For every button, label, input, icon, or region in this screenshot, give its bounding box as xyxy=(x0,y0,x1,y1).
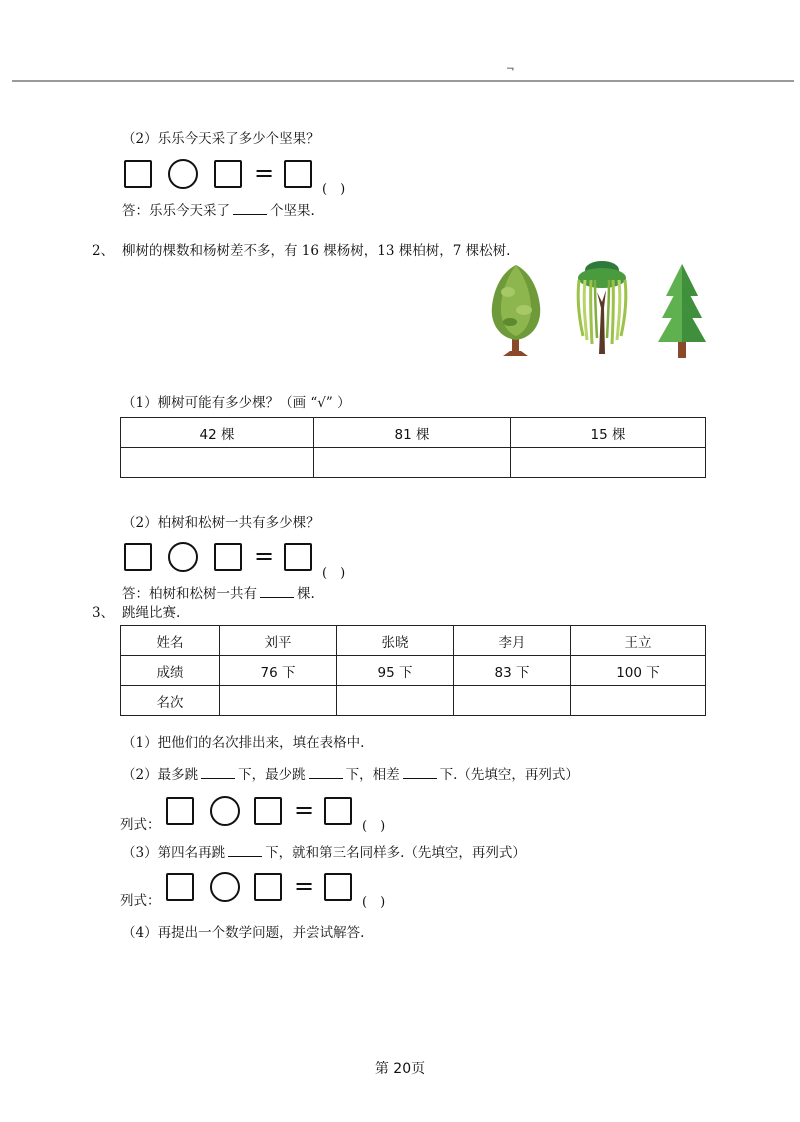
header-rule xyxy=(12,80,794,82)
row-label: 姓名 xyxy=(121,626,220,656)
equals-sign: = xyxy=(294,796,315,824)
formula-result-box[interactable] xyxy=(284,543,312,571)
answer-blank[interactable] xyxy=(233,202,267,215)
q1-answer xyxy=(122,202,315,220)
jump-rope-table xyxy=(120,625,706,716)
rank-cell[interactable] xyxy=(337,686,454,716)
row-label: 名次 xyxy=(121,686,220,716)
formula-box-2[interactable] xyxy=(254,873,282,901)
q3-number: 3、 xyxy=(92,605,115,621)
rank-cell[interactable] xyxy=(220,686,337,716)
formula-box-1[interactable] xyxy=(124,543,152,571)
sub2-part2: 下，最少跳 xyxy=(238,767,306,783)
q3-sub2 xyxy=(122,766,579,784)
formula-operator-circle[interactable] xyxy=(210,872,240,902)
check-cell[interactable] xyxy=(314,448,511,478)
equals-sign: = xyxy=(254,159,275,187)
check-cell[interactable] xyxy=(511,448,706,478)
sub2-part1: （2）最多跳 xyxy=(122,767,199,783)
option-cell: 42 棵 xyxy=(121,418,314,448)
willow-tree-icon xyxy=(573,258,631,356)
formula-label: 列式： xyxy=(120,893,161,909)
sub3-part2: 下，就和第三名同样多.（先填空，再列式） xyxy=(265,845,526,861)
header-mark: ¬ xyxy=(506,64,515,75)
formula-box-1[interactable] xyxy=(166,873,194,901)
unit-paren[interactable]: ( ) xyxy=(322,182,346,197)
score-cell: 95 下 xyxy=(337,656,454,686)
q2-answer xyxy=(122,585,315,603)
row-label: 成绩 xyxy=(121,656,220,686)
formula-box-2[interactable] xyxy=(254,797,282,825)
q2-sub1-title: （1）柳树可能有多少棵？（画 “√” ） xyxy=(122,395,351,411)
q2-number: 2、 xyxy=(92,243,115,259)
min-blank[interactable] xyxy=(309,766,343,779)
poplar-tree-icon xyxy=(488,262,544,360)
equals-sign: = xyxy=(294,872,315,900)
sub2-part4: 下.（先填空，再列式） xyxy=(439,767,579,783)
unit-paren[interactable]: ( ) xyxy=(362,819,386,834)
q3-title: 跳绳比赛. xyxy=(122,605,181,621)
unit-paren[interactable]: ( ) xyxy=(362,895,386,910)
formula-operator-circle[interactable] xyxy=(210,796,240,826)
formula-result-box[interactable] xyxy=(324,797,352,825)
pine-tree-icon xyxy=(654,262,710,360)
q2-text: 柳树的棵数和杨树差不多，有 16 棵杨树，13 棵柏树，7 棵松树. xyxy=(122,243,511,259)
rank-cell[interactable] xyxy=(571,686,706,716)
formula-result-box[interactable] xyxy=(324,873,352,901)
formula-box-1[interactable] xyxy=(124,160,152,188)
formula-operator-circle[interactable] xyxy=(168,159,198,189)
unit-paren[interactable]: ( ) xyxy=(322,566,346,581)
q3-sub3 xyxy=(122,844,526,862)
check-cell[interactable] xyxy=(121,448,314,478)
q3-sub4: （4）再提出一个数学问题，并尝试解答. xyxy=(122,925,365,941)
name-cell: 张晓 xyxy=(337,626,454,656)
formula-operator-circle[interactable] xyxy=(168,542,198,572)
q2-options-table xyxy=(120,417,706,478)
answer-prefix: 答：乐乐今天采了 xyxy=(122,203,230,219)
score-cell: 100 下 xyxy=(571,656,706,686)
max-blank[interactable] xyxy=(201,766,235,779)
score-cell: 76 下 xyxy=(220,656,337,686)
formula-box-1[interactable] xyxy=(166,797,194,825)
q3-sub1: （1）把他们的名次排出来，填在表格中. xyxy=(122,735,365,751)
answer-prefix: 答：柏树和松树一共有 xyxy=(122,586,257,602)
name-cell: 刘平 xyxy=(220,626,337,656)
score-cell: 83 下 xyxy=(454,656,571,686)
formula-box-2[interactable] xyxy=(214,543,242,571)
answer-suffix: 个坚果. xyxy=(270,203,315,219)
name-cell: 王立 xyxy=(571,626,706,656)
q1-sub2-title: （2）乐乐今天采了多少个坚果？ xyxy=(122,131,320,147)
rank-cell[interactable] xyxy=(454,686,571,716)
diff-blank[interactable] xyxy=(403,766,437,779)
sub2-part3: 下，相差 xyxy=(345,767,400,783)
answer-blank[interactable] xyxy=(260,585,294,598)
sub3-part1: （3）第四名再跳 xyxy=(122,845,226,861)
page-number: 第 20页 xyxy=(374,1061,426,1077)
extra-jumps-blank[interactable] xyxy=(228,844,262,857)
equals-sign: = xyxy=(254,542,275,570)
formula-label: 列式： xyxy=(120,817,161,833)
option-cell: 15 棵 xyxy=(511,418,706,448)
formula-box-2[interactable] xyxy=(214,160,242,188)
answer-suffix: 棵. xyxy=(297,586,315,602)
q2-sub2-title: （2）柏树和松树一共有多少棵？ xyxy=(122,515,320,531)
formula-result-box[interactable] xyxy=(284,160,312,188)
name-cell: 李月 xyxy=(454,626,571,656)
option-cell: 81 棵 xyxy=(314,418,511,448)
